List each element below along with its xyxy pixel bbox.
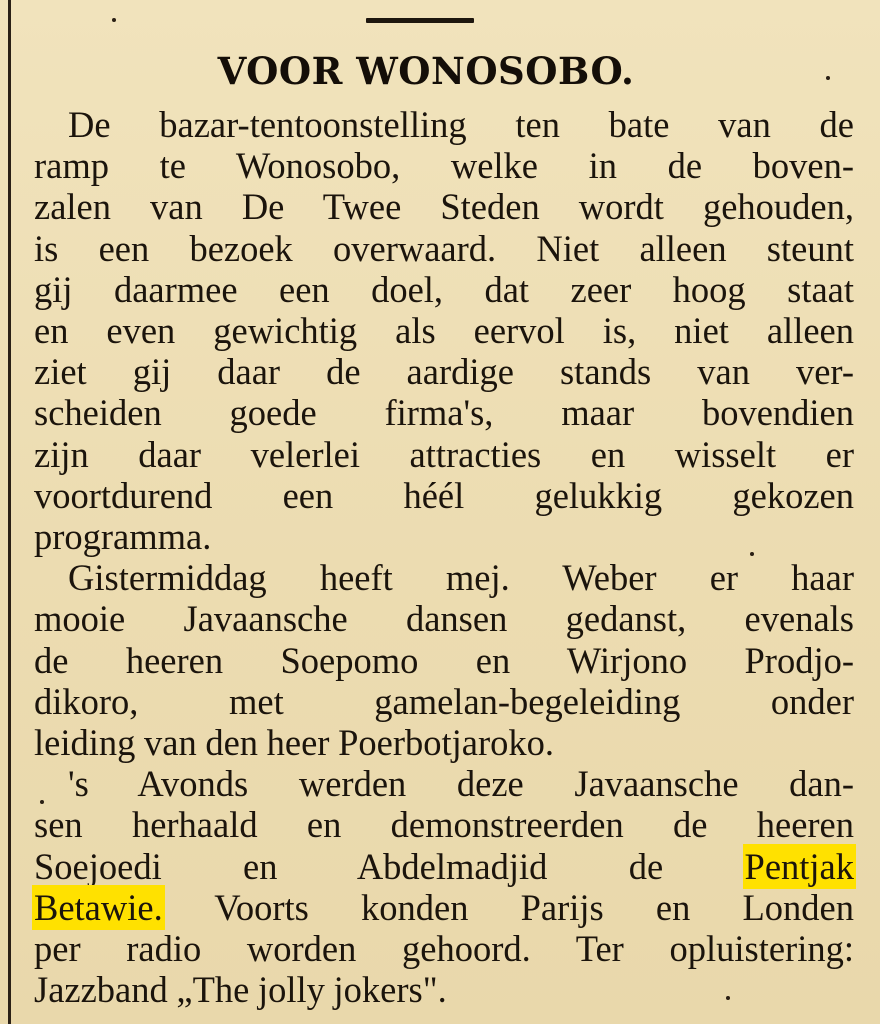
text-segment: Soejoedi en Abdelmadjid de — [34, 845, 745, 887]
text-line: sen herhaald en demonstreerden de heeren — [34, 804, 854, 846]
text-line: ramp te Wonosobo, welke in de boven- — [34, 145, 854, 187]
article — [34, 46, 854, 1010]
print-speck — [112, 18, 116, 22]
text-line: mooie Javaansche dansen gedanst, evenals — [34, 598, 854, 640]
headline: VOOR WONOSOBO. — [217, 49, 635, 93]
text-line: De bazar-tentoonstelling ten bate van de — [68, 104, 854, 145]
text-line: leiding van den heer Poerbotjaroko. — [34, 722, 554, 764]
text-segment: Voorts konden Parijs en Londen — [162, 886, 854, 928]
paragraph-1 — [34, 104, 854, 557]
text-line: zalen van De Twee Steden wordt gehouden, — [34, 186, 854, 228]
text-line: zijn daar velerlei attracties en wisselt er — [34, 433, 854, 475]
text-line: Gistermiddag heeft mej. Weber er haar — [68, 557, 854, 599]
paragraph-3 — [34, 763, 854, 1010]
text-line — [34, 846, 854, 887]
text-line: per radio worden gehoord. Ter opluistering: — [34, 928, 854, 970]
text-line: ziet gij daar de aardige stands van ver- — [34, 351, 854, 393]
text-line: scheiden goede firma's, maar bovendien — [34, 392, 854, 434]
text-line: en even gewichtig als eervol is, niet alleen — [34, 310, 854, 352]
highlighted-term: Betawie. — [34, 886, 163, 928]
text-line: de heeren Soepomo en Wirjono Prodjo- — [34, 639, 854, 681]
highlighted-term: Pentjak — [744, 845, 854, 887]
text-line: Jazzband „The jolly jokers". — [34, 969, 447, 1011]
text-line: voortdurend een héél gelukkig gekozen — [34, 474, 854, 516]
section-divider — [366, 18, 474, 23]
paragraph-2 — [34, 557, 854, 763]
text-line: is een bezoek overwaard. Niet alleen steunt — [34, 227, 854, 269]
column-rule — [8, 0, 11, 1024]
text-line: dikoro, met gamelan-begeleiding onder — [34, 680, 854, 722]
text-line: gij daarmee een doel, dat zeer hoog staat — [34, 268, 854, 310]
text-line — [34, 887, 854, 928]
text-line: programma. — [34, 516, 212, 558]
text-line: 's Avonds werden deze Javaansche dan- — [68, 763, 854, 805]
